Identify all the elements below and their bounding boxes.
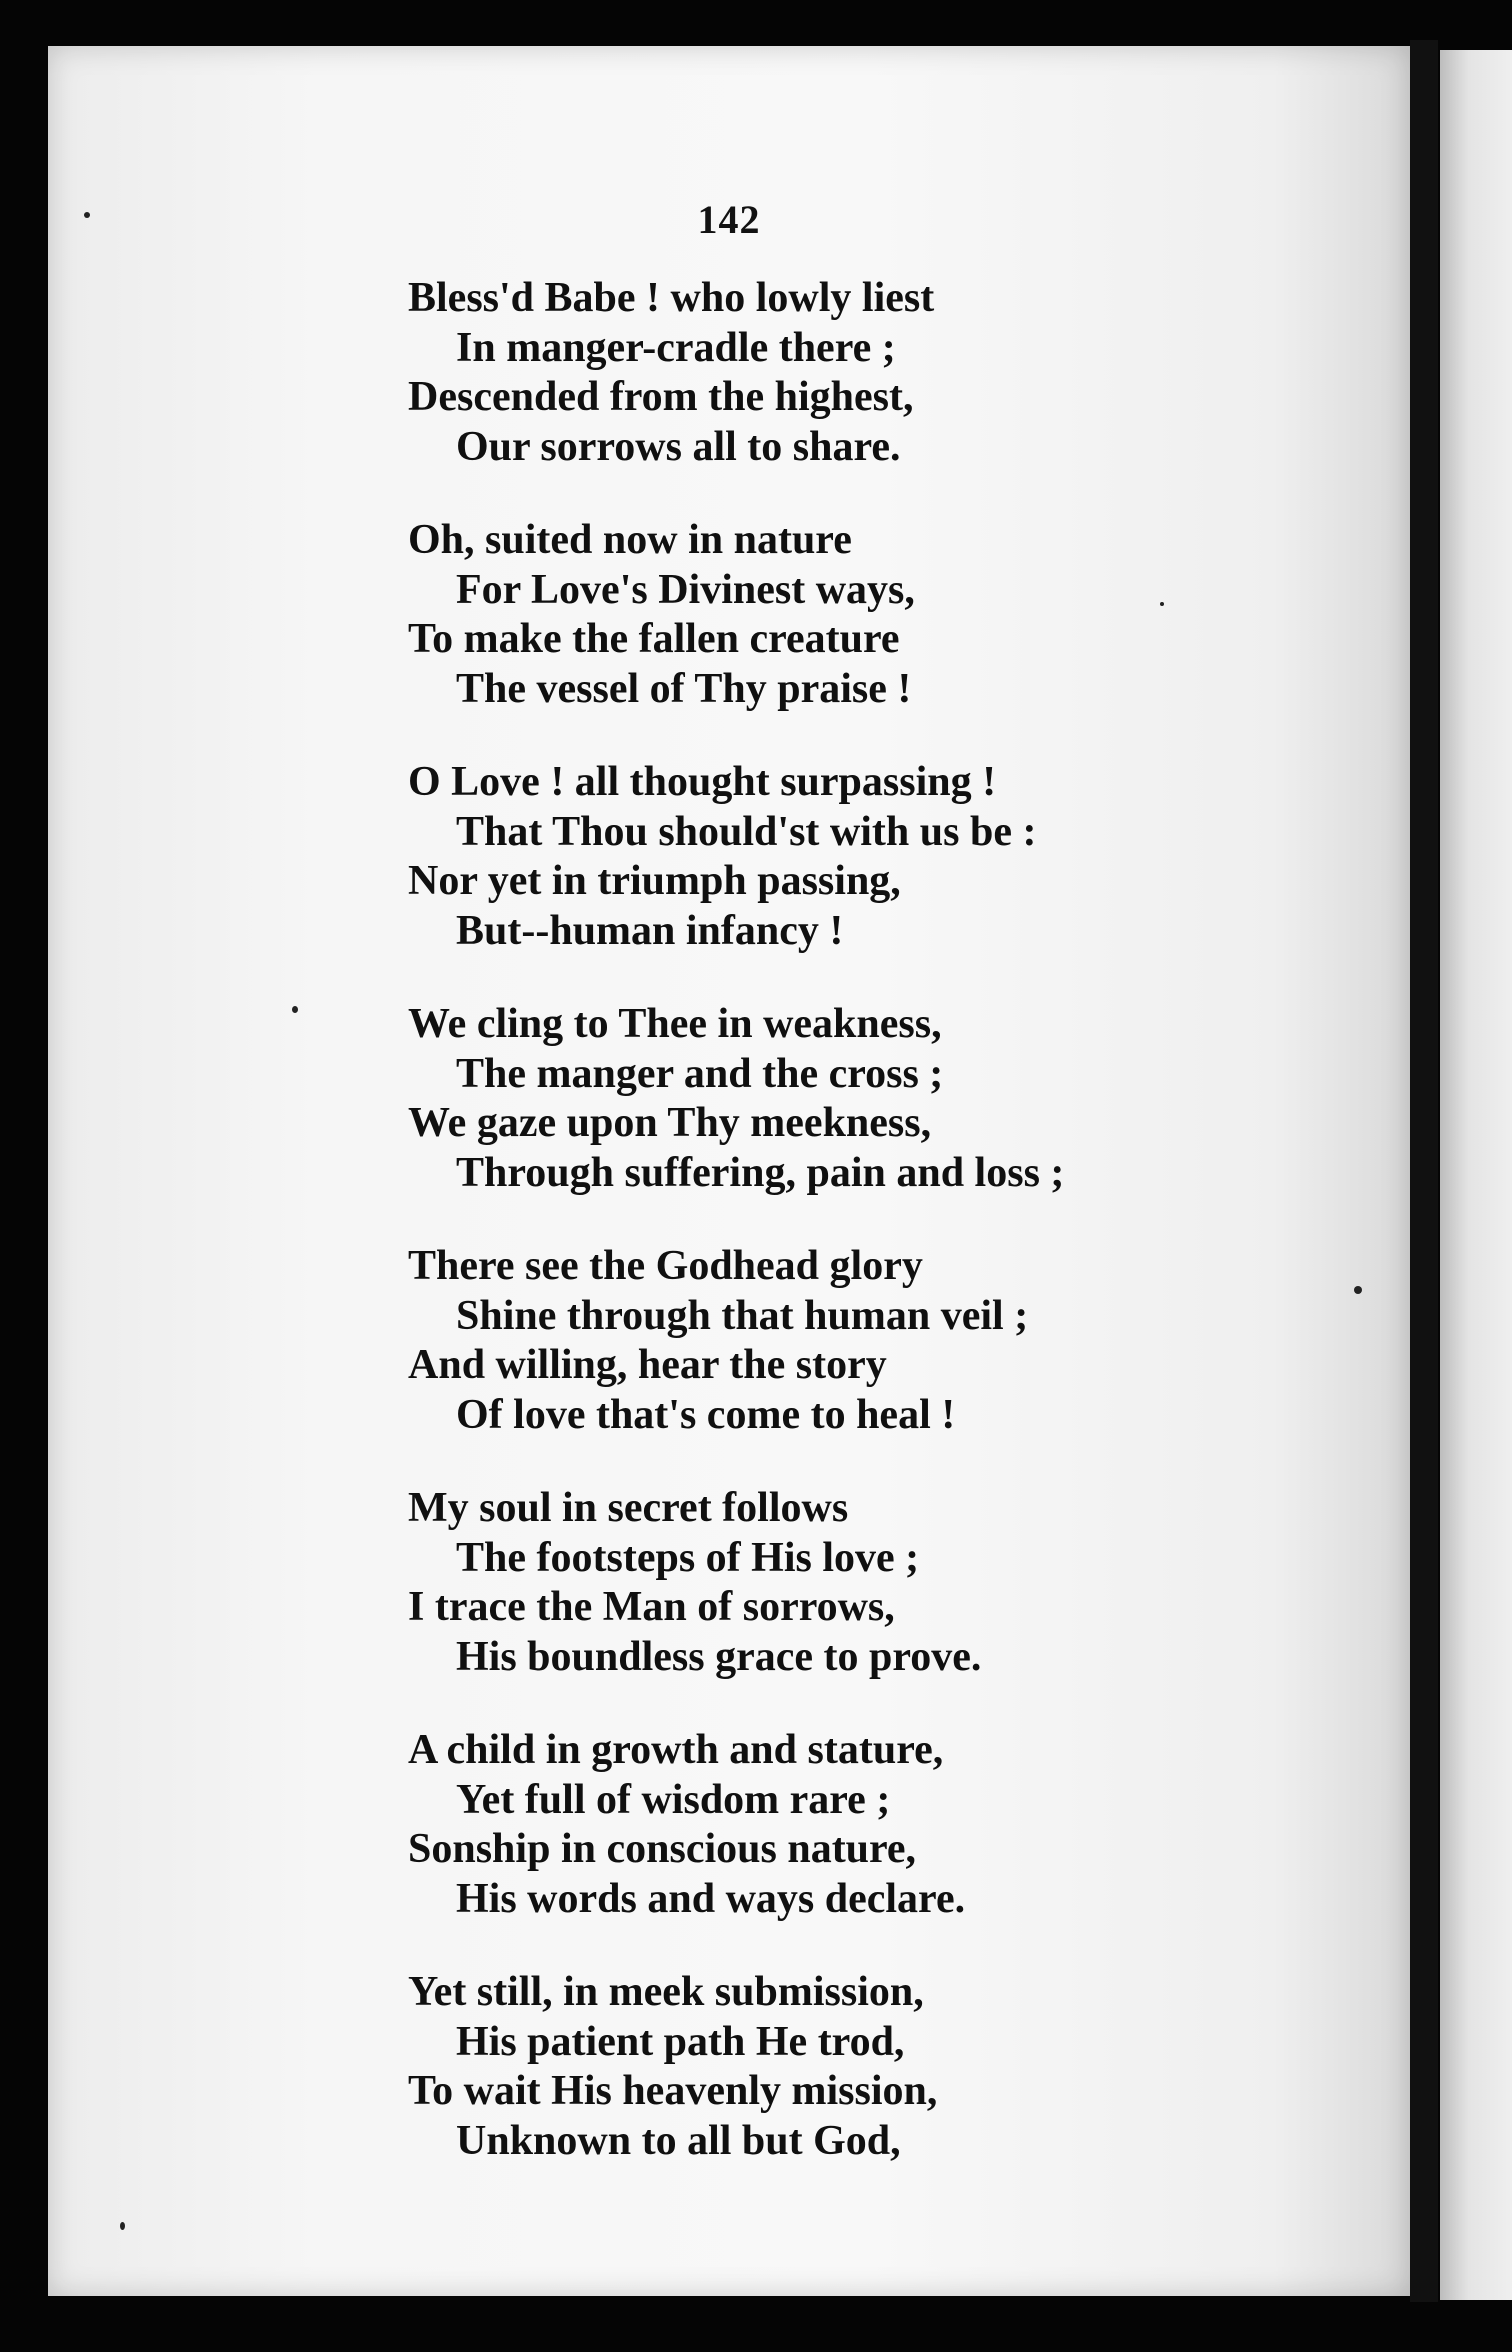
scan-speck	[84, 212, 90, 218]
poem-line: Nor yet in triumph passing,	[408, 858, 901, 904]
poem-line: That Thou should'st with us be :	[456, 808, 1037, 855]
poem-line: The vessel of Thy praise !	[456, 665, 912, 712]
poem-line: To make the fallen creature	[408, 616, 900, 662]
stanza	[408, 1726, 1368, 1924]
poem-line: We gaze upon Thy meekness,	[408, 1100, 932, 1146]
page-gutter	[1410, 40, 1438, 2302]
poem-line: There see the Godhead glory	[408, 1243, 923, 1289]
poem-line: Yet full of wisdom rare ;	[456, 1776, 891, 1823]
stanza	[408, 1484, 1368, 1682]
poem-line: And willing, hear the story	[408, 1342, 887, 1388]
poem-line: A child in growth and stature,	[408, 1727, 944, 1773]
poem-line: Our sorrows all to share.	[456, 423, 901, 470]
poem-line: My soul in secret follows	[408, 1485, 849, 1531]
stanza	[408, 1242, 1368, 1440]
poem-line: Bless'd Babe ! who lowly liest	[408, 275, 935, 321]
poem-line: In manger-cradle there ;	[456, 324, 896, 371]
scan-speck	[292, 1006, 298, 1013]
poem-line: We cling to Thee in weakness,	[408, 1001, 942, 1047]
poem	[408, 274, 1368, 2210]
poem-line: But--human infancy !	[456, 907, 844, 954]
poem-line: Sonship in conscious nature,	[408, 1826, 917, 1872]
poem-line: His boundless grace to prove.	[456, 1633, 982, 1680]
poem-line: Oh, suited now in nature	[408, 517, 852, 563]
poem-line: The manger and the cross ;	[456, 1050, 944, 1097]
scan-speck	[120, 2222, 125, 2230]
stanza	[408, 1968, 1368, 2166]
poem-line: Through suffering, pain and loss ;	[456, 1149, 1065, 1196]
poem-line: O Love ! all thought surpassing !	[408, 759, 997, 805]
poem-line: His patient path He trod,	[456, 2018, 905, 2065]
poem-line: Unknown to all but God,	[456, 2117, 901, 2164]
poem-line: Yet still, in meek submission,	[408, 1969, 924, 2015]
scan-speck	[1354, 1286, 1362, 1294]
poem-line: Of love that's come to heal !	[456, 1391, 956, 1438]
stanza	[408, 274, 1368, 472]
adjacent-page-edge	[1440, 50, 1512, 2300]
poem-line: For Love's Divinest ways,	[456, 566, 915, 613]
scan-speck	[1160, 602, 1164, 606]
book-page	[48, 46, 1410, 2296]
poem-line: Shine through that human veil ;	[456, 1292, 1029, 1339]
page-number: 142	[697, 197, 761, 242]
poem-line: To wait His heavenly mission,	[408, 2068, 938, 2114]
stanza	[408, 1000, 1368, 1198]
stanza	[408, 758, 1368, 956]
poem-line: Descended from the highest,	[408, 374, 914, 420]
poem-line: I trace the Man of sorrows,	[408, 1584, 895, 1630]
poem-line: His words and ways declare.	[456, 1875, 966, 1922]
stanza	[408, 516, 1368, 714]
poem-line: The footsteps of His love ;	[456, 1534, 920, 1581]
